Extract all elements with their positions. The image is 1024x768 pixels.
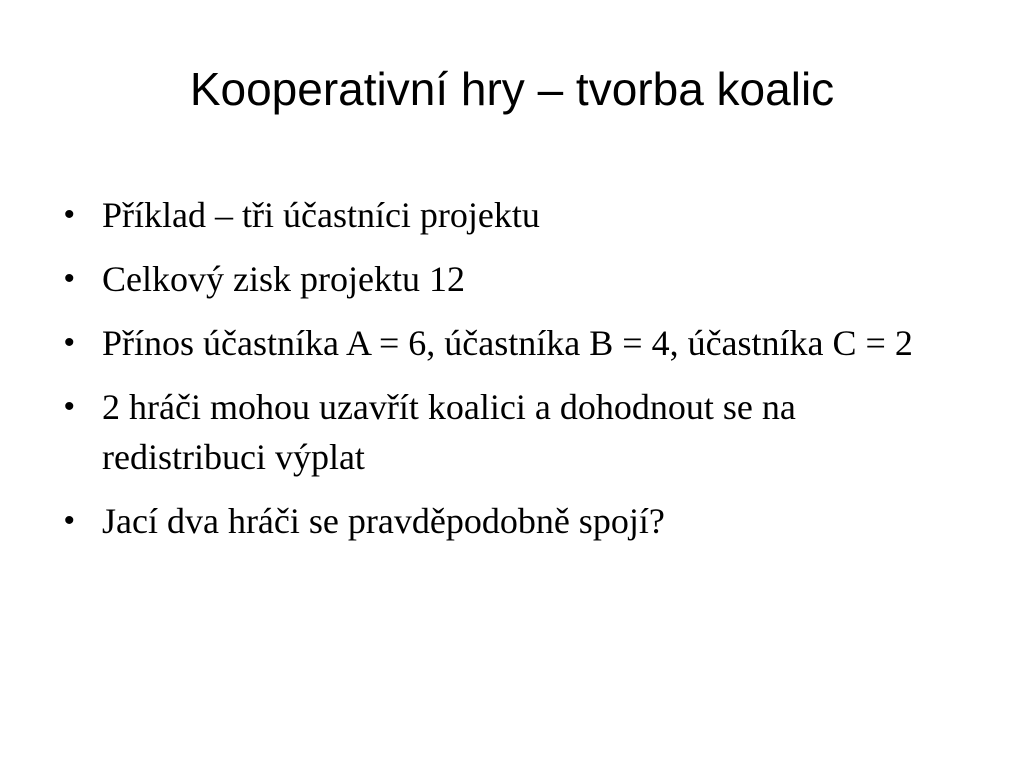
bullet-icon: • [64,504,75,537]
bullet-icon: • [64,326,75,359]
bullet-icon: • [64,262,75,295]
bullet-text: Přínos účastníka A = 6, účastníka B = 4, účastníka C = 2 [102,323,913,363]
bullet-text: Příklad – tři účastníci projektu [102,195,540,235]
list-item [62,190,942,240]
bullet-text: Celkový zisk projektu 12 [102,259,465,299]
bullet-icon: • [64,198,75,231]
list-item [62,318,942,368]
list-item [62,254,942,304]
list-item [62,382,942,482]
bullet-text: 2 hráči mohou uzavřít koalici a dohodnout se na redistribuci výplat [102,387,796,477]
list-item [62,496,942,546]
bullet-list [62,190,942,560]
bullet-icon: • [64,390,75,423]
bullet-text: Jací dva hráči se pravděpodobně spojí? [102,501,665,541]
slide-title: Kooperativní hry – tvorba koalic [189,63,835,115]
